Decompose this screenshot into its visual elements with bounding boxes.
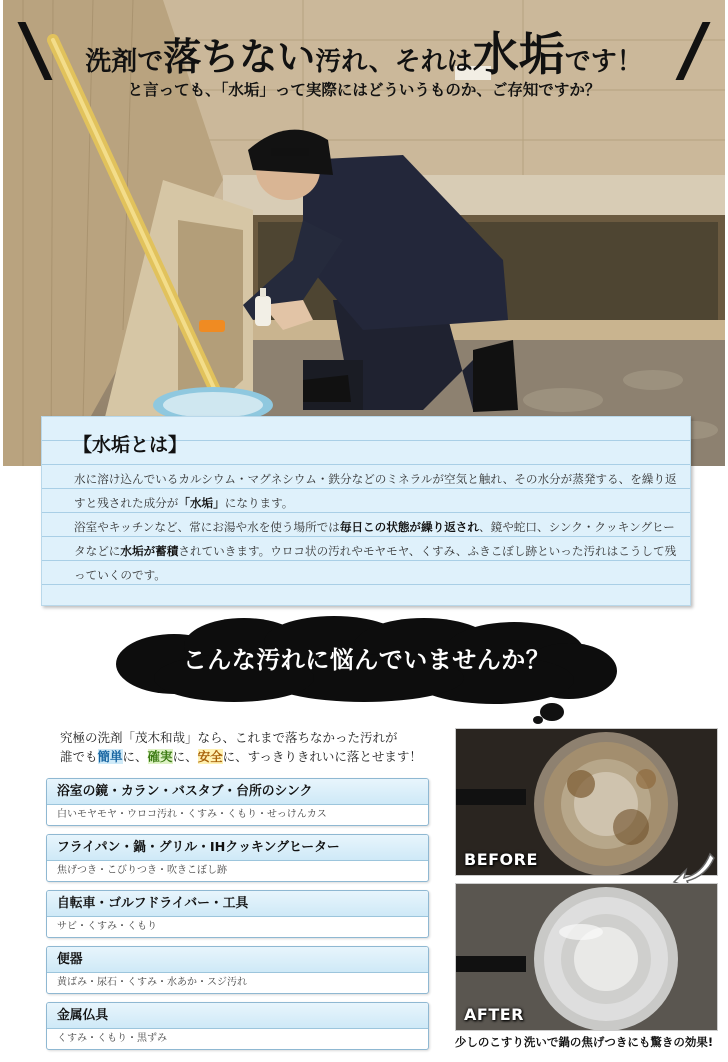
banner-question: こんな汚れに悩んでいませんか？ xyxy=(182,646,551,674)
headline: 洗剤で落ちない汚れ、それは水垢です！ xyxy=(85,27,643,81)
after-photo xyxy=(455,883,718,1031)
category-card-toilet: 便器 黄ばみ・尿石・くすみ・水あか・スジ汚れ xyxy=(46,946,429,994)
hero-photo xyxy=(3,0,725,466)
infobox-body: 水に溶け込んでいるカルシウム・マグネシウム・鉄分などのミネラルが空気と触れ、その水分が蒸発する、を繰り返すと残された成分が「水垢」になります。 浴室やキッチンなど、常にお湯や水を使う場所では毎日この状態が繰り返され、鏡や蛇口、シンク・クッキングヒータなどに水垢が蓄積されていきます。ウロコ状の汚れやモヤモヤ、くすみ、ふきこぼし跡といった汚れはこうして残っていくのです。 xyxy=(74,472,677,582)
what-is-scale-box xyxy=(41,416,691,606)
before-after-caption: 少しのこすり洗いで鍋の焦げつきにも驚きの効果! xyxy=(454,1035,714,1049)
category-card-kitchen: フライパン・鍋・グリル・IHクッキングヒーター 焦げつき・こびりつき・吹きこぼし跡 xyxy=(46,834,429,882)
infobox-title: 【水垢とは】 xyxy=(73,434,188,456)
intro-text: 究極の洗剤「茂木和哉」なら、これまで落ちなかった汚れが 誰でも簡単に、確実に、安全に、すっきりきれいに落とせます！ xyxy=(60,730,422,764)
thought-bubble-dots xyxy=(528,700,568,726)
category-card-bathroom: 浴室の鏡・カラン・バスタブ・台所のシンク 白いモヤモヤ・ウロコ汚れ・くすみ・くもり・せっけんカス xyxy=(46,778,429,826)
after-label: AFTER xyxy=(464,1005,524,1024)
subheadline: と言っても、「水垢」って実際にはどういうものか、ご存知ですか？ xyxy=(127,81,601,99)
category-card-altar-metal: 金属仏具 くすみ・くもり・黒ずみ xyxy=(46,1002,429,1050)
category-card-tools: 自転車・ゴルフドライバー・工具 サビ・くすみ・くもり xyxy=(46,890,429,938)
before-label: BEFORE xyxy=(464,850,538,869)
